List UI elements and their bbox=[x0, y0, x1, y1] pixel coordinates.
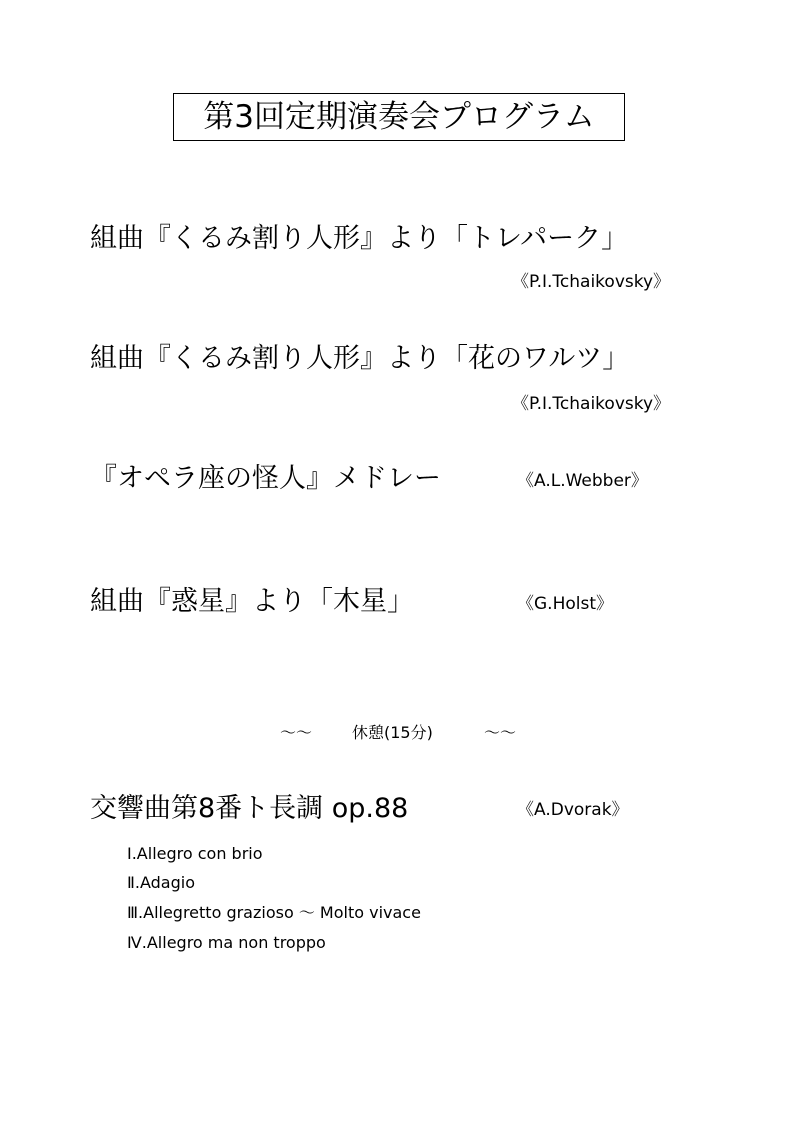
composer-1: 《P.I.Tchaikovsky》 bbox=[512, 272, 671, 292]
intermission-tilde-right: ～～ bbox=[484, 723, 517, 742]
movement-3: Ⅲ.Allegretto grazioso ～ Molto vivace bbox=[127, 903, 421, 922]
piece-title-1: 組曲『くるみ割り人形』より「トレパーク」 bbox=[90, 223, 629, 254]
intermission-label: 休憩(15分) bbox=[352, 723, 433, 742]
piece-title-3: 『オペラ座の怪人』メドレー bbox=[90, 463, 441, 494]
composer-2: 《P.I.Tchaikovsky》 bbox=[512, 394, 671, 414]
symphony-composer: 《A.Dvorak》 bbox=[517, 800, 629, 820]
movement-2: Ⅱ.Adagio bbox=[127, 873, 195, 892]
movement-4: Ⅳ.Allegro ma non troppo bbox=[127, 933, 326, 952]
composer-4: 《G.Holst》 bbox=[517, 594, 614, 614]
program-title: 第3回定期演奏会プログラム bbox=[173, 93, 625, 141]
composer-3: 《A.L.Webber》 bbox=[517, 471, 648, 491]
piece-title-2: 組曲『くるみ割り人形』より「花のワルツ」 bbox=[90, 343, 630, 374]
movement-1: Ⅰ.Allegro con brio bbox=[127, 844, 263, 863]
symphony-title: 交響曲第8番ト長調 op.88 bbox=[90, 793, 409, 824]
piece-title-4: 組曲『惑星』より「木星」 bbox=[90, 586, 414, 617]
intermission-tilde-left: ～～ bbox=[280, 723, 313, 742]
